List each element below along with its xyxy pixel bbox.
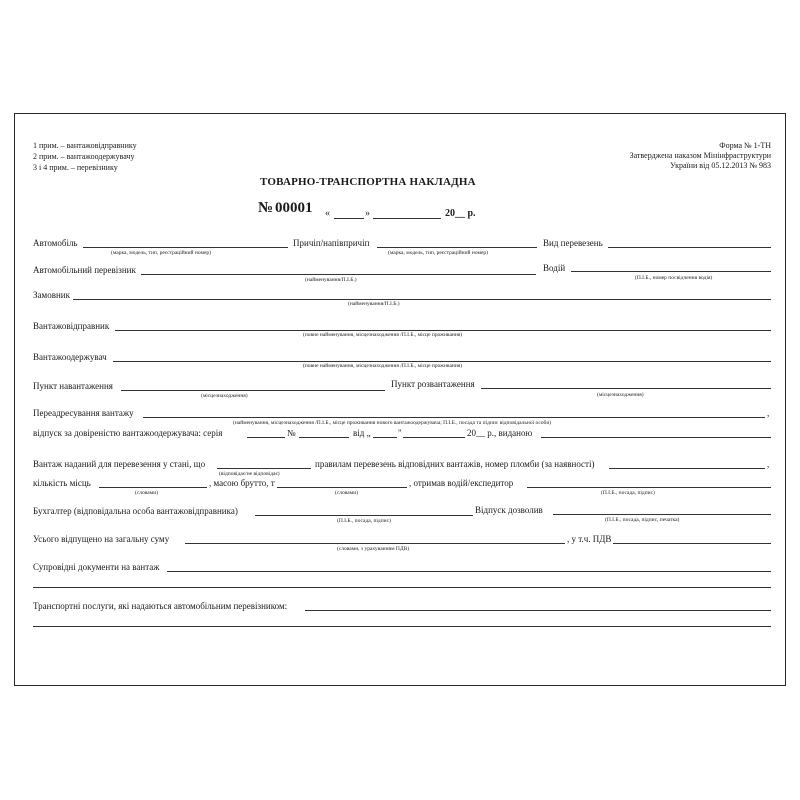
accountant-field[interactable] xyxy=(255,515,473,516)
places-caption: (словами) xyxy=(135,490,158,496)
doc-number-prefix: № xyxy=(258,200,274,216)
customer-caption: (найменування/П.І.Б.) xyxy=(348,301,400,307)
unloading-point-caption: (місцезнаходження) xyxy=(597,392,644,398)
services-field[interactable] xyxy=(305,610,771,611)
received-field[interactable] xyxy=(527,487,771,488)
docs-field[interactable] xyxy=(167,571,771,572)
loading-point-field[interactable] xyxy=(121,390,385,391)
consignee-label: Вантажоодержувач xyxy=(33,352,107,362)
form-approval: Затверджена наказом Мінінфраструктури xyxy=(629,151,771,160)
gross-mass-field[interactable] xyxy=(277,487,407,488)
date-day-field[interactable] xyxy=(334,218,364,219)
readdress-field[interactable] xyxy=(143,417,765,418)
trailer-caption: (марка, модель, тип, реєстраційний номер) xyxy=(388,250,488,256)
cargo-rules-label: правилам перевезень відповідних вантажів, номер пломби (за наявності) xyxy=(315,459,595,469)
release-year-label: 20__ р., виданою xyxy=(467,428,533,438)
release-issued-field[interactable] xyxy=(541,437,771,438)
places-label: кількість місць xyxy=(33,478,91,488)
services-label: Транспортні послуги, які надаються автомобільним перевізником: xyxy=(33,601,288,611)
docs-field-line-2[interactable] xyxy=(33,587,771,588)
form-approval-date: України від 05.12.2013 № 983 xyxy=(670,161,771,170)
readdress-label: Переадресування вантажу xyxy=(33,408,134,418)
unloading-point-label: Пункт розвантаження xyxy=(391,379,475,389)
date-open-quote: « xyxy=(325,208,330,219)
car-label: Автомобіль xyxy=(33,238,78,248)
consignor-caption: (повне найменування, місцезнаходження /П.І.Б., місце проживання) xyxy=(303,332,463,338)
release-month-field[interactable] xyxy=(403,437,465,438)
doc-number: 00001 xyxy=(275,200,313,216)
gross-mass-caption: (словами) xyxy=(335,490,358,496)
accountant-label: Бухгалтер (відповідальна особа вантажовідправника) xyxy=(33,506,238,516)
driver-caption: (П.І.Б., номер посвідчення водія) xyxy=(635,275,713,281)
release-day-field[interactable] xyxy=(373,437,397,438)
copy-line-2: 2 прим. – вантажоодержувачу xyxy=(33,152,135,161)
customer-label: Замовник xyxy=(33,290,70,300)
consignee-field[interactable] xyxy=(113,361,771,362)
cargo-comma: , xyxy=(767,459,770,469)
date-year: 20__ р. xyxy=(445,208,476,219)
readdress-comma: , xyxy=(767,408,770,418)
waybill-form xyxy=(14,113,786,686)
docs-label: Супровідні документи на вантаж xyxy=(33,562,160,572)
release-series-label: відпуск за довіреністю вантажоодержувача: серія xyxy=(33,428,223,438)
document-title: ТОВАРНО-ТРАНСПОРТНА НАКЛАДНА xyxy=(260,176,476,188)
release-quote: " xyxy=(398,428,402,438)
released-by-caption: (П.І.Б., посада, підпис, печатка) xyxy=(605,517,680,523)
consignee-caption: (повне найменування, місцезнаходження /П.І.Б., місце проживання) xyxy=(303,363,463,369)
copy-line-1: 1 прим. – вантажовідправнику xyxy=(33,141,137,150)
customer-field[interactable] xyxy=(73,299,771,300)
car-caption: (марка, модель, тип, реєстраційний номер) xyxy=(111,250,211,256)
cargo-state-label: Вантаж наданий для перевезення у стані, що xyxy=(33,459,206,469)
release-series-field[interactable] xyxy=(247,437,285,438)
trailer-field[interactable] xyxy=(377,247,537,248)
total-caption: (словами, з урахуванням ПДВ) xyxy=(337,546,410,552)
cargo-state-caption: (відповідає/не відповідає) xyxy=(219,471,280,477)
places-field[interactable] xyxy=(99,487,207,488)
transport-type-label: Вид перевезень xyxy=(543,238,603,248)
readdress-caption: (найменування, місцезнаходження /П.І.Б., місце проживання нового вантажоодержувача; П.І.Б., посада та підпис відповідальної особи) xyxy=(233,420,552,426)
release-from-label: від „ xyxy=(353,428,371,438)
carrier-label: Автомобільний перевізник xyxy=(33,265,136,275)
trailer-label: Причіп/напівпричіп xyxy=(293,238,370,248)
form-number: Форма № 1-ТН xyxy=(719,141,771,150)
release-no-label: № xyxy=(287,428,296,438)
total-field[interactable] xyxy=(185,543,565,544)
vat-field[interactable] xyxy=(613,543,771,544)
date-close-quote: » xyxy=(365,208,370,219)
unloading-point-field[interactable] xyxy=(481,388,771,389)
driver-label: Водій xyxy=(543,263,566,273)
received-label: , отримав водій/експедитор xyxy=(409,478,514,488)
total-label: Усього відпущено на загальну суму xyxy=(33,534,170,544)
released-by-field[interactable] xyxy=(553,514,771,515)
consignor-label: Вантажовідправник xyxy=(33,321,110,331)
seal-number-field[interactable] xyxy=(609,468,765,469)
received-caption: (П.І.Б., посада, підпис) xyxy=(601,490,655,496)
transport-type-field[interactable] xyxy=(608,247,771,248)
car-field[interactable] xyxy=(83,247,288,248)
cargo-state-field[interactable] xyxy=(217,468,311,469)
carrier-caption: (найменування/П.І.Б.) xyxy=(305,277,357,283)
released-by-label: Відпуск дозволив xyxy=(475,505,543,515)
vat-label: , у т.ч. ПДВ xyxy=(567,534,612,544)
loading-point-caption: (місцезнаходження) xyxy=(201,393,248,399)
loading-point-label: Пункт навантаження xyxy=(33,381,113,391)
carrier-field[interactable] xyxy=(141,274,536,275)
copy-line-3: 3 і 4 прим. – перевізнику xyxy=(33,163,118,172)
release-no-field[interactable] xyxy=(299,437,349,438)
date-month-field[interactable] xyxy=(373,218,441,219)
driver-field[interactable] xyxy=(571,271,771,272)
gross-mass-label: , масою брутто, т xyxy=(209,478,275,488)
services-field-line-2[interactable] xyxy=(33,626,771,627)
accountant-caption: (П.І.Б., посада, підпис) xyxy=(337,518,391,524)
consignor-field[interactable] xyxy=(115,330,771,331)
